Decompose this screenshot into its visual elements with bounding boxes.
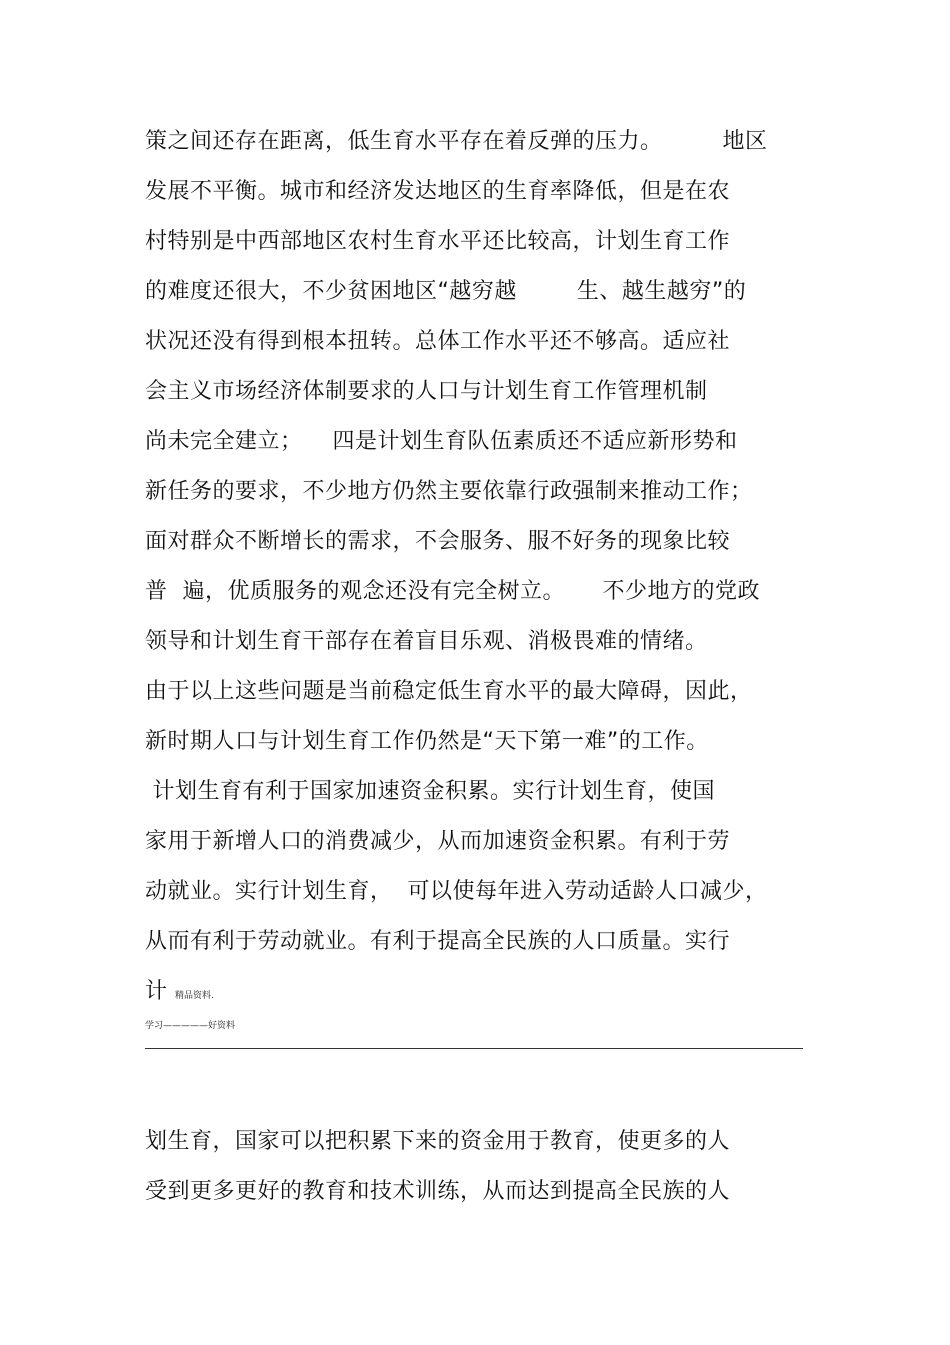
footer-tag: 精品资料. [175, 991, 214, 1001]
paragraph-line: 新时期人口与计划生育工作仍然是“天下第一难”的工作。 [145, 729, 709, 754]
paragraph-line: 普 遍，优质服务的观念还没有完全树立。 不少地方的党政 [145, 579, 760, 604]
paragraph-line: 从而有利于劳动就业。有利于提高全民族的人口质量。实行 [145, 929, 731, 954]
paragraph-line: 计 [145, 979, 168, 1004]
page-divider [145, 1048, 803, 1049]
paragraph-line: 划生育，国家可以把积累下来的资金用于教育，使更多的人 [145, 1129, 731, 1154]
paragraph-line: 受到更多更好的教育和技术训练，从而达到提高全民族的人 [145, 1179, 731, 1204]
paragraph-line: 的难度还很大，不少贫困地区“越穷越 生、越生越穷”的 [145, 279, 747, 304]
paragraph-line: 策之间还存在距离，低生育水平存在着反弹的压力。 地区 [145, 129, 768, 154]
paragraph-line: 由于以上这些问题是当前稳定低生育水平的最大障碍，因此， [145, 679, 753, 704]
paragraph-line: 动就业。实行计划生育， 可以使每年进入劳动适龄人口减少， [145, 879, 768, 904]
paragraph-line: 领导和计划生育干部存在着盲目乐观、消极畏难的情绪。 [145, 629, 708, 654]
paragraph-line: 新任务的要求，不少地方仍然主要依靠行政强制来推动工作； [145, 479, 753, 504]
paragraph-line: 状况还没有得到根本扭转。总体工作水平还不够高。适应社 [145, 329, 731, 354]
footer-note: 学习—————好资料 [145, 1021, 236, 1031]
paragraph-line: 村特别是中西部地区农村生育水平还比较高，计划生育工作 [145, 229, 731, 254]
paragraph-line: 面对群众不断增长的需求，不会服务、服不好务的现象比较 [145, 529, 731, 554]
paragraph-line: 会主义市场经济体制要求的人口与计划生育工作管理机制 [145, 379, 708, 404]
paragraph-line: 尚未完全建立； 四是计划生育队伍素质还不适应新形势和 [145, 429, 738, 454]
paragraph-line: 家用于新增人口的消费减少，从而加速资金积累。有利于劳 [145, 829, 731, 854]
paragraph-line: 发展不平衡。城市和经济发达地区的生育率降低，但是在农 [145, 179, 731, 204]
paragraph-line: 计划生育有利于国家加速资金积累。实行计划生育，使国 [145, 779, 715, 804]
